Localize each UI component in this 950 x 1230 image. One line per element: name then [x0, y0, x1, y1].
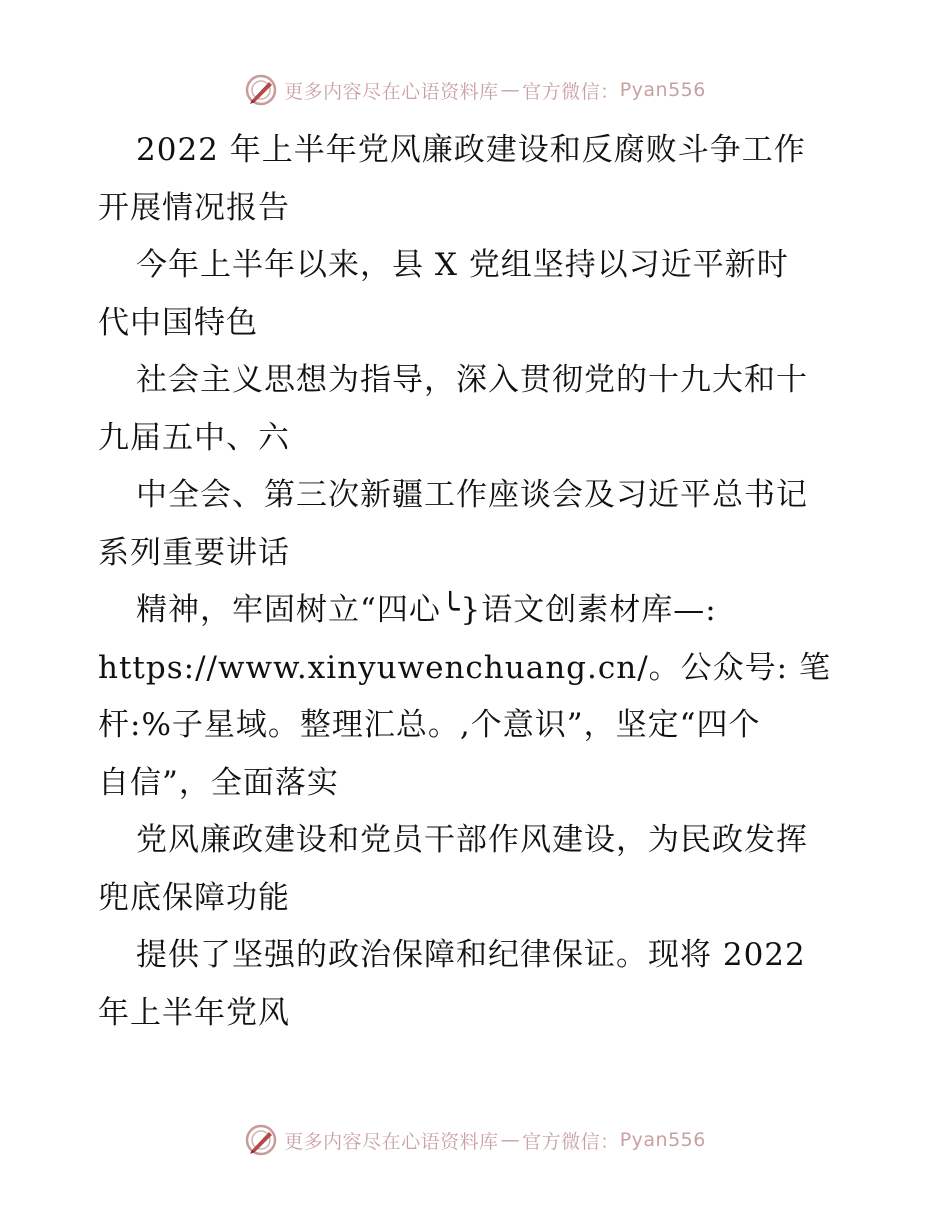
document-line: 九届五中、六	[98, 419, 290, 456]
document-line: 2022 年上半年党风廉政建设和反腐败斗争工作	[136, 132, 806, 168]
document-line: 系列重要讲话	[98, 534, 290, 571]
document-line: 提供了坚强的政治保障和纪律保证。现将 2022	[136, 937, 806, 973]
document-line: 开展情况报告	[98, 189, 290, 226]
watermark-separator: —	[500, 1129, 521, 1151]
document-line: 今年上半年以来，县 X 党组坚持以习近平新时	[136, 247, 789, 283]
document-line: 兜底保障功能	[98, 879, 290, 916]
watermark-label: 官方微信：	[522, 80, 620, 103]
document-line: 代中国特色	[98, 304, 258, 341]
document-line: 中全会、第三次新疆工作座谈会及习近平总书记	[136, 477, 808, 513]
watermark-account: Pyan556	[619, 1129, 706, 1151]
document-line: 自信”，全面落实	[98, 764, 339, 801]
document-line: 杆:%子星域。整理汇总。,个意识”，坚定“四个	[98, 707, 761, 743]
document-line: 年上半年党风	[98, 994, 290, 1031]
pen-logo-icon	[244, 73, 278, 107]
document-line: 党风廉政建设和党员干部作风建设，为民政发挥	[136, 822, 808, 858]
watermark-text: 更多内容尽在心语资料库	[284, 80, 499, 103]
document-line: https://www.xinyuwenchuang.cn/。公众号: 笔	[98, 649, 831, 686]
watermark-banner-top	[0, 70, 950, 110]
watermark-banner-bottom	[0, 1120, 950, 1160]
document-line: 社会主义思想为指导，深入贯彻党的十九大和十	[136, 362, 808, 398]
document-line: 精神，牢固树立“四心╰}语文创素材库—:	[136, 592, 717, 628]
watermark-label: 官方微信：	[522, 1130, 620, 1153]
watermark-account: Pyan556	[619, 79, 706, 101]
watermark-separator: —	[500, 79, 521, 101]
pen-logo-icon	[244, 1123, 278, 1157]
watermark-text: 更多内容尽在心语资料库	[284, 1130, 499, 1153]
document-body	[98, 122, 858, 1042]
